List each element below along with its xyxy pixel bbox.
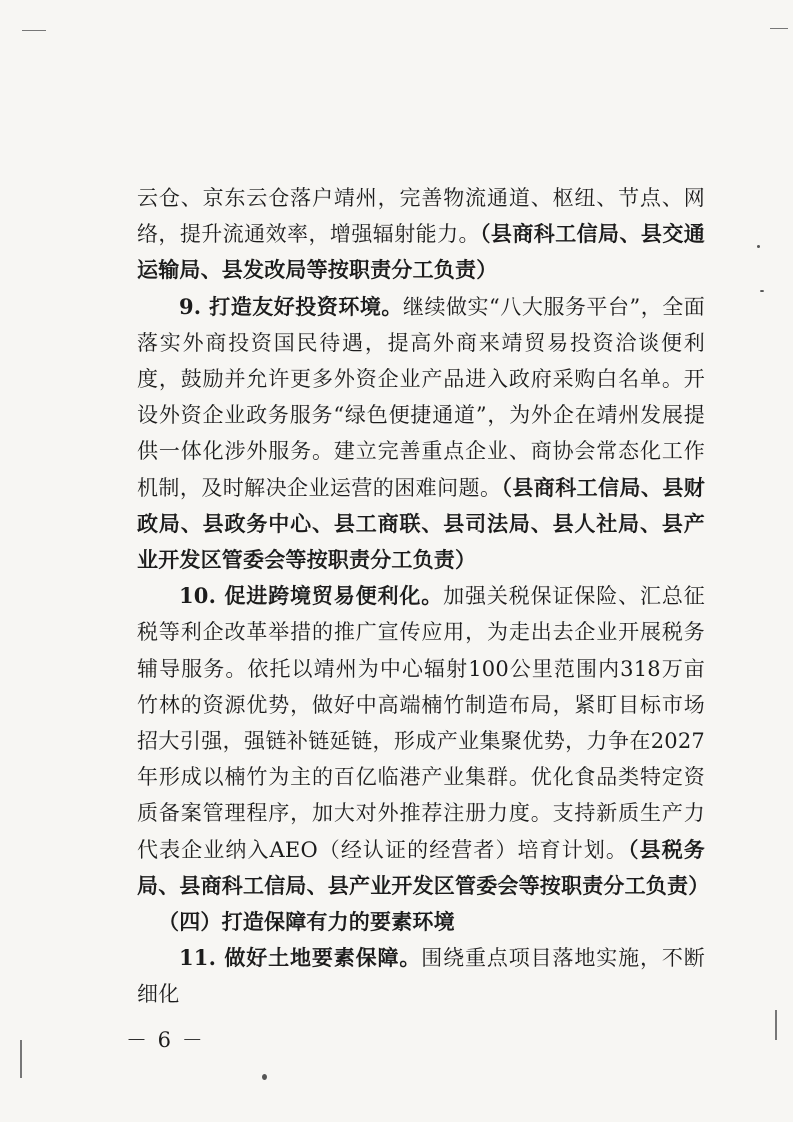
scan-speck [262, 1074, 267, 1080]
paragraph-text: 围绕重点项目落地实施，不断细化 [137, 946, 705, 1007]
paragraph-text: 继续做实“八大服务平台”，全面落实外商投资国民待遇，提高外商来靖贸易投资洽谈便利度，鼓励并允许更多外资企业产品进入政府采购白名单。开设外资企业政务服务“绿色便捷通道”，为外企在靖州发展提供一体化涉外服务。建立完善重点企业、商协会常态化工作机制，及时解决企业运营的困难问题。 [137, 294, 705, 500]
responsible-units: （县商科工信局、县财政局、县政务中心、县工商联、县司法局、县人社局、县产业开发区管委会等按职责分工负责） [137, 474, 705, 573]
body-text [137, 180, 710, 1013]
item-11-heading: 11. 做好土地要素保障。 [179, 945, 422, 971]
paragraph-text: 云仓、京东云仓落户靖州，完善物流通道、枢纽、节点、网络，提升流通效率，增强辐射能力。 [137, 186, 705, 247]
responsible-units: （县商科工信局、县交通运输局、县发改局等按职责分工负责） [137, 221, 705, 283]
item-9-heading: 9. 打造友好投资环境。 [179, 293, 403, 319]
scan-speck [760, 290, 764, 292]
section-heading: （四）打造保障有力的要素环境 [158, 909, 455, 935]
scan-edge-mark [20, 1040, 22, 1078]
paragraph-continuation [137, 180, 705, 289]
paragraph-text: 加强关税保证保险、汇总征税等利企改革举措的推广宣传应用，为走出去企业开展税务辅导服务。依托以靖州为中心辐射100公里范围内318万亩竹林的资源优势，做好中高端楠竹制造布局，紧盯目标市场招大引强，强链补链延链，形成产业集聚优势，力争在2027年形成以楠竹为主的百亿临港产业集群。优化食品类特定资质备案管理程序，加大对外推荐注册力度。支持新质生产力代表企业纳入AEO（经认证的经营者）培育计划。 [137, 584, 705, 862]
scan-speck [757, 245, 760, 248]
scan-edge-mark [22, 30, 46, 31]
page-number: － 6 － [126, 1028, 205, 1052]
scan-edge-mark [770, 28, 788, 29]
paragraph-item-10 [137, 578, 710, 904]
scan-edge-mark [775, 1010, 777, 1040]
responsible-units: （县税务局、县商科工信局、县产业开发区管委会等按职责分工负责） [137, 836, 710, 898]
paragraph-item-11 [137, 940, 705, 1012]
paragraph-item-9 [137, 289, 705, 579]
item-10-heading: 10. 促进跨境贸易便利化。 [179, 583, 444, 609]
